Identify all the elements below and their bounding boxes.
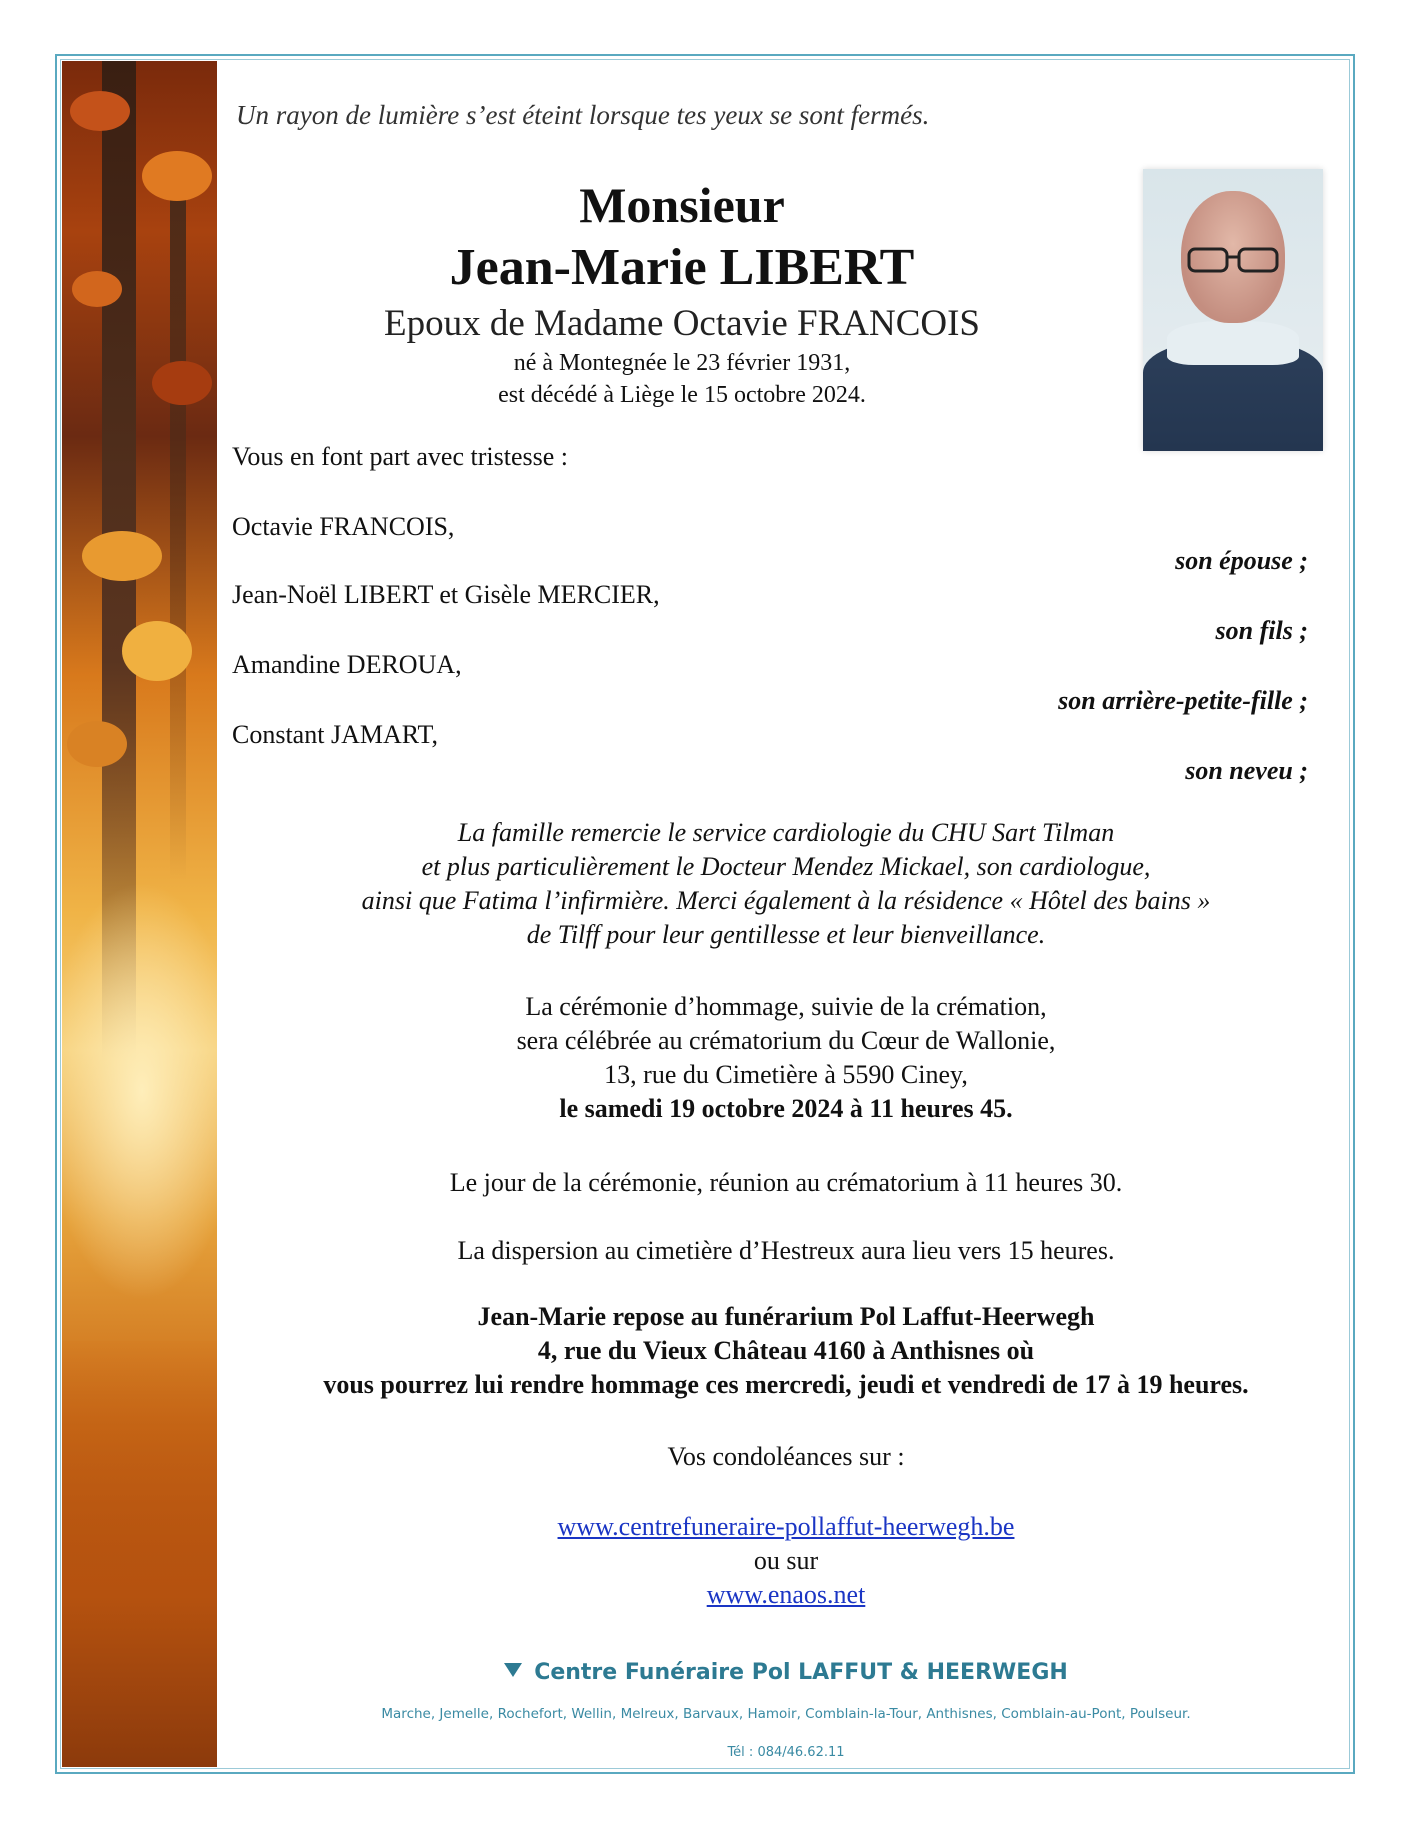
family-member-name: Constant JAMART, (232, 720, 438, 749)
family-member-name: Amandine DEROUA, (232, 650, 462, 679)
portrait-photo (1143, 169, 1323, 451)
link-separator: ou sur (753, 1546, 819, 1575)
meeting-info: Le jour de la cérémonie, réunion au crématorium à 11 heures 30. (449, 1168, 1123, 1197)
triangle-down-icon (504, 1663, 522, 1677)
ceremony-address: 13, rue du Cimetière à 5590 Ciney, (604, 1060, 968, 1089)
footer-brand-name: Centre Funéraire Pol LAFFUT & HEERWEGH (534, 1660, 1068, 1685)
family-member-name: Jean-Noël LIBERT et Gisèle MERCIER, (232, 580, 660, 609)
family-member-relation: son arrière-petite-fille ; (1058, 686, 1308, 715)
family-member-name: Octavie FRANCOIS, (232, 512, 455, 541)
footer-brand (232, 1660, 1340, 1685)
condolence-link-centre[interactable]: www.centrefuneraire-pollaffut-heerwegh.be (557, 1512, 1015, 1541)
family-member-relation: son neveu ; (1185, 756, 1308, 785)
motto-quote: Un rayon de lumière s’est éteint lorsque tes yeux se sont fermés. (236, 100, 930, 130)
honorific: Monsieur (579, 177, 785, 233)
deceased-name: Jean-Marie LIBERT (449, 239, 915, 296)
condolences-label: Vos condoléances sur : (667, 1442, 905, 1471)
thanks-line: La famille remercie le service cardiologie du CHU Sart Tilman (457, 818, 1115, 847)
condolence-link-enaos[interactable]: www.enaos.net (706, 1580, 866, 1609)
repose-address: 4, rue du Vieux Château 4160 à Anthisnes où (537, 1336, 1035, 1365)
repose-hours: vous pourrez lui rendre hommage ces mercredi, jeudi et vendredi de 17 à 19 heures. (323, 1370, 1249, 1399)
autumn-forest-image (62, 61, 217, 1767)
condolences-links (232, 1510, 1340, 1612)
death-line: est décédé à Liège le 15 octobre 2024. (498, 382, 866, 408)
birth-line: né à Montegnée le 23 février 1931, (513, 350, 851, 376)
repose-paragraph (232, 1300, 1340, 1402)
family-member-relation: son épouse ; (1175, 546, 1308, 575)
ceremony-date: le samedi 19 octobre 2024 à 11 heures 45. (559, 1094, 1013, 1123)
ceremony-line: sera célébrée au crématorium du Cœur de Wallonie, (516, 1026, 1056, 1055)
footer-towns: Marche, Jemelle, Rochefort, Wellin, Melreux, Barvaux, Hamoir, Comblain-la-Tour, Anthisnes, Comblain-au-Pont, Poulseur. (381, 1706, 1191, 1722)
ceremony-line: La cérémonie d’hommage, suivie de la crémation, (525, 992, 1047, 1021)
thanks-line: ainsi que Fatima l’infirmière. Merci également à la résidence « Hôtel des bains » (361, 886, 1211, 915)
thanks-line: et plus particulièrement le Docteur Mendez Mickael, son cardiologue, (421, 852, 1151, 881)
spouse-line: Epoux de Madame Octavie FRANCOIS (383, 303, 980, 344)
thanks-line: de Tilff pour leur gentillesse et leur bienveillance. (526, 920, 1046, 949)
footer-phone: Tél : 084/46.62.11 (727, 1745, 845, 1760)
repose-line: Jean-Marie repose au funérarium Pol Laffut-Heerwegh (477, 1302, 1095, 1331)
dispersion-info: La dispersion au cimetière d’Hestreux aura lieu vers 15 heures. (457, 1236, 1115, 1265)
thanks-paragraph (232, 816, 1340, 952)
family-member-relation: son fils ; (1215, 616, 1308, 645)
ceremony-paragraph (232, 990, 1340, 1126)
announcement: Vous en font part avec tristesse : (232, 442, 568, 471)
